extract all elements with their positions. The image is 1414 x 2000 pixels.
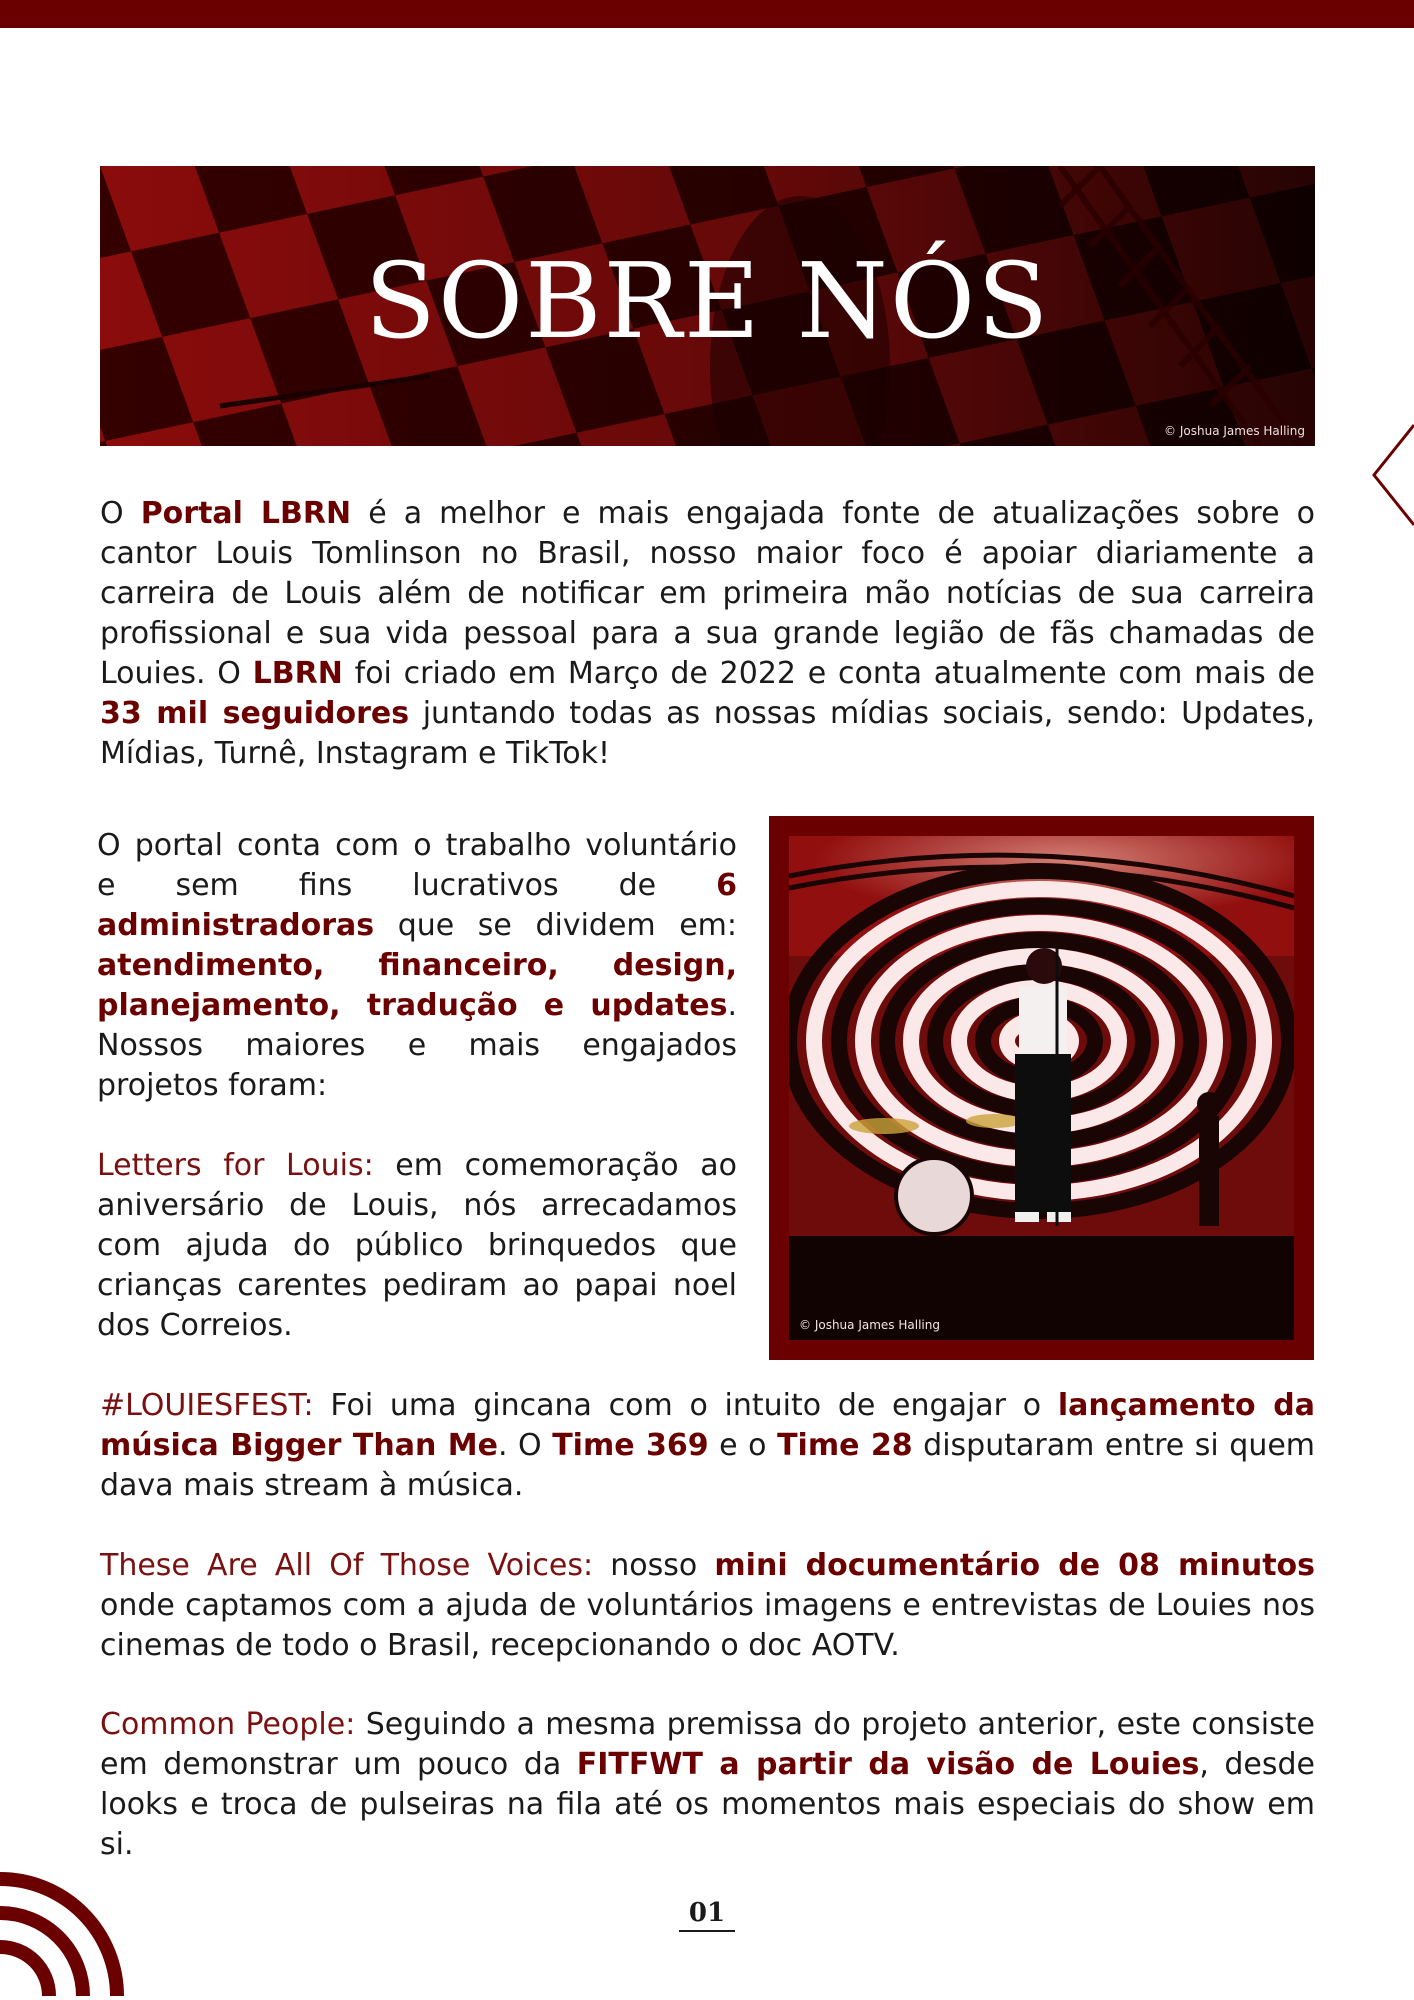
project-text: disputaram entre si quem dava mais stream à música. bbox=[100, 1428, 1316, 1503]
highlight-lbrn: LBRN bbox=[252, 656, 343, 691]
project-louiesfest bbox=[100, 1386, 1315, 1506]
photo-credit: © Joshua James Halling bbox=[799, 1318, 940, 1332]
highlight-roles: atendimento, financeiro, design, planejamento, tradução e updates bbox=[97, 948, 737, 1023]
concentric-arc-decoration bbox=[0, 1871, 125, 2000]
concert-photo-frame bbox=[769, 816, 1314, 1360]
project-common-people bbox=[100, 1705, 1315, 1865]
photo-credit: © Joshua James Halling bbox=[1164, 424, 1305, 438]
project-title: Common People: bbox=[100, 1707, 356, 1742]
project-letters bbox=[97, 1146, 737, 1346]
project-title: Letters for Louis: bbox=[97, 1148, 374, 1183]
highlight-documentary: mini documentário de 08 minutos bbox=[714, 1548, 1316, 1583]
highlight-team-369: Time 369 bbox=[552, 1428, 709, 1463]
project-text: onde captamos com a ajuda de voluntários imagens e entrevistas de Louies nos cinemas de todo o Brasil, recepcionando o doc AOTV. bbox=[100, 1588, 1315, 1663]
project-text: nosso bbox=[593, 1548, 715, 1583]
page-number bbox=[0, 1898, 1414, 1932]
intro-text: O bbox=[100, 496, 141, 531]
team-paragraph bbox=[97, 826, 737, 1106]
highlight-admins: 6 administradoras bbox=[97, 868, 737, 943]
project-text: em comemoração ao aniversário de Louis, nós arrecadamos com ajuda do público brinquedos que crianças carentes pediram ao papai noel dos Correios. bbox=[97, 1148, 737, 1343]
top-bar bbox=[0, 0, 1414, 28]
project-text: e o bbox=[708, 1428, 778, 1463]
spiral-stage-image bbox=[789, 836, 1294, 1340]
intro-text: juntando todas as nossas mídias sociais, sendo: Updates, Mídias, Turnê, Instagram e TikTok! bbox=[100, 696, 1315, 771]
project-text: Seguindo a mesma premissa do projeto anterior, este consiste em demonstrar um pouco da bbox=[100, 1707, 1315, 1782]
project-text: , desde looks e troca de pulseiras na fila até os momentos mais especiais do show em si. bbox=[100, 1747, 1316, 1862]
arc-decoration bbox=[1354, 420, 1414, 534]
concert-photo bbox=[789, 836, 1294, 1340]
intro-paragraph bbox=[100, 494, 1315, 774]
highlight-song-launch: lançamento da música Bigger Than Me bbox=[100, 1388, 1315, 1463]
project-voices bbox=[100, 1546, 1315, 1666]
team-text: que se dividem em: bbox=[374, 908, 737, 943]
project-title: #LOUIESFEST: bbox=[100, 1388, 314, 1423]
highlight-portal: Portal LBRN bbox=[140, 496, 352, 531]
page-number-label: 01 bbox=[679, 1898, 735, 1932]
team-text: . Nossos maiores e mais engajados projetos foram: bbox=[97, 988, 737, 1103]
highlight-followers: 33 mil seguidores bbox=[100, 696, 410, 731]
project-text: . O bbox=[497, 1428, 553, 1463]
project-title: These Are All Of Those Voices: bbox=[100, 1548, 594, 1583]
highlight-team-28: Time 28 bbox=[777, 1428, 913, 1463]
highlight-fitfwt: FITFWT a partir da visão de Louies bbox=[576, 1747, 1200, 1782]
intro-text: foi criado em Março de 2022 e conta atualmente com mais de bbox=[342, 656, 1315, 691]
project-text: Foi uma gincana com o intuito de engajar o bbox=[313, 1388, 1058, 1423]
header-banner bbox=[100, 166, 1315, 446]
page-title: SOBRE NÓS bbox=[364, 240, 1051, 362]
intro-text: é a melhor e mais engajada fonte de atualizações sobre o cantor Louis Tomlinson no Brasil, nosso maior foco é apoiar diariamente a carreira de Louis além de notificar em primeira mão notícias de sua carreira profissional e sua vida pessoal para a sua grande legião de fãs chamadas de Louies. O bbox=[100, 496, 1315, 691]
team-text: O portal conta com o trabalho voluntário e sem fins lucrativos de bbox=[97, 828, 737, 903]
